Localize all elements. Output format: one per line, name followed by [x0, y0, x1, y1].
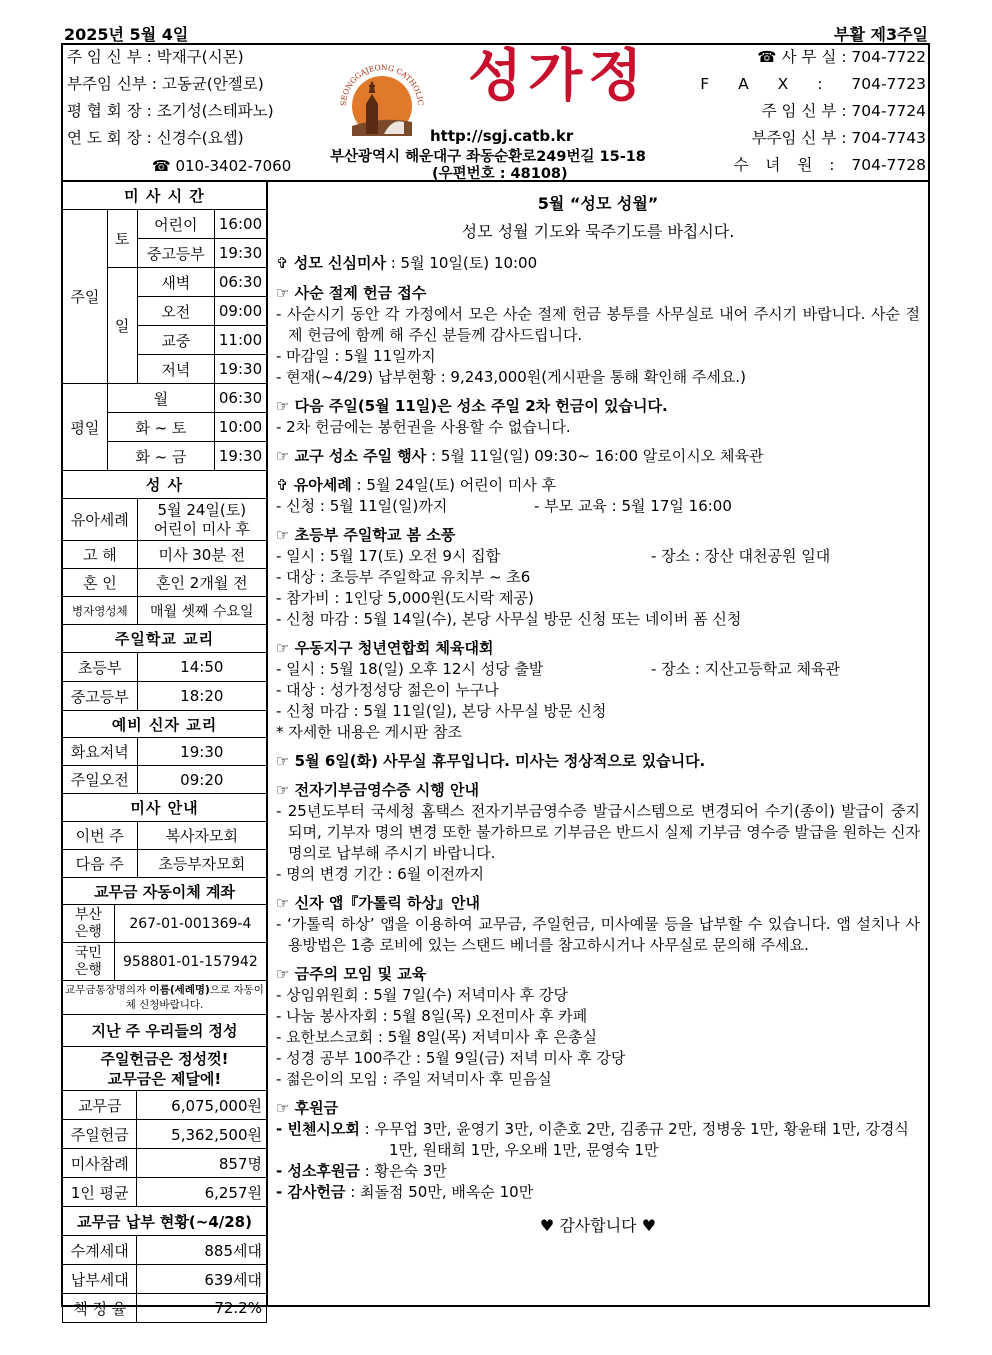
mass-row: 화 ~ 금 19:30	[63, 442, 267, 471]
mass-row: 오전 09:00	[63, 297, 267, 326]
main-title: 5월 “성모 성월”	[537, 194, 659, 213]
notice-vocation-event: ☞ 교구 성소 주일 행사 : 5월 11일(일) 09:30~ 16:00 알로이시오 체육관	[276, 447, 764, 465]
website-url[interactable]: http://sgj.catb.kr	[430, 127, 574, 145]
mass-guide-title: 미사 안내	[63, 794, 267, 822]
sunday-school-table	[62, 624, 267, 878]
notice-youth-sports: ☞ 우동지구 청년연합회 체육대회 - 일시 : 5월 18(일) 오후 12시 성당 출발 - 장소 : 지산고등학교 체육관 - 대상 : 성가정성당 젊은이 누구나 - 신청 마감 : 5월 11일(일), 본당 사무실 방문 신청 * 자세한 내용은 게시판 참조	[276, 639, 840, 741]
catechumen-title-row	[63, 711, 267, 738]
dues-row: 책 정 율 72.2%	[63, 1294, 267, 1323]
mass-title-row	[63, 182, 267, 210]
account-row: 국민 은행 958801-01-157942	[63, 943, 267, 981]
notice-app: ☞ 신자 앱『가톨릭 하상』안내 - ‘가톨릭 하상’ 앱을 이용하여 교무금, 주일헌금, 미사예물 등을 납부할 수 있습니다. 앱 설치나 사용방법은 1층 로비에 있는 스탠드 베너를 참고하시거나 사무실로 문의해 주세요.	[276, 894, 920, 954]
account-title-row	[63, 878, 267, 905]
offering-row: 주일헌금 5,362,500원	[63, 1120, 267, 1149]
header-right	[700, 44, 926, 179]
church-address: 부산광역시 해운대구 좌동순환로249번길 15-18	[330, 149, 646, 165]
account-note-row	[63, 981, 267, 1015]
notice-donations: ☞ 후원금 - 빈첸시오회 : 우무업 3만, 윤영기 3만, 이춘호 2만, 김종규 2만, 정병웅 1만, 황윤태 1만, 강경식 1만, 원태희 1만, 우오배 1만, 문영숙 1만 - 성소후원금 : 황은숙 3만 - 감사헌금 : 최돌점 50만, 배옥순 10만	[276, 1099, 909, 1201]
thanks-message: ♥ 감사합니다 ♥	[539, 1216, 657, 1235]
mass-guide-title-row	[63, 794, 267, 822]
sunday-school-row: 중고등부 18:20	[63, 682, 267, 711]
column-divider	[266, 181, 268, 1306]
mass-row: 저녁 19:30	[63, 355, 267, 384]
sacrament-row: 혼 인 혼인 2개월 전	[63, 569, 267, 597]
header-right-row-2: F A X : 704-7723	[700, 75, 926, 93]
header-right-row-5: 수 녀 원 : 704-7728	[733, 156, 926, 174]
offering-row: 미사참례 857명	[63, 1149, 267, 1178]
church-logo	[332, 52, 432, 152]
notice-lent-offering: ☞ 사순 절제 헌금 접수 - 사순시기 동안 각 가정에서 모은 사순 절제 헌금 봉투를 사무실로 내어 주시기 바랍니다. 사순 절제 헌금에 함께 해 주신 분들께 감사드립니다. - 마감일 : 5월 11일까지 - 현재(~4/29) 납부현황 : 9,243,000원(게시판을 통해 확인해 주세요.)	[276, 284, 920, 386]
offering-slogan: 주일헌금은 정성껏! 교무금은 제달에!	[63, 1047, 267, 1091]
header-left-row-3: 평 협 회 장 : 조기성(스테파노)	[67, 102, 274, 120]
mass-row: 중고등부 19:30	[63, 239, 267, 268]
sacrament-row: 유아세례 5월 24일(토) 어린이 미사 후	[63, 499, 267, 541]
offering-row: 1인 평균 6,257원	[63, 1178, 267, 1207]
sunday-label: 주일	[63, 210, 108, 384]
account-note: 교무금통장명의자 이름(세례명)으로 자동이체 신청바랍니다.	[63, 981, 267, 1015]
church-logo-icon	[332, 52, 432, 152]
dues-row: 수계세대 885세대	[63, 1236, 267, 1265]
sacrament-row: 병자영성체 매월 셋째 수요일	[63, 597, 267, 625]
catechumen-title: 예비 신자 교리	[63, 711, 267, 738]
mass-times-title: 미 사 시 간	[63, 182, 267, 210]
sacrament-row: 고 해 미사 30분 전	[63, 541, 267, 569]
dues-title-row	[63, 1207, 267, 1236]
notice-office-closed: ☞ 5월 6일(화) 사무실 휴무입니다. 미사는 정상적으로 있습니다.	[276, 752, 706, 770]
header-left-row-1: 주 임 신 부 : 박재구(시몬)	[67, 48, 244, 66]
notice-marian-mass: ✞ 성모 신심미사 : 5월 10일(토) 10:00	[276, 254, 538, 272]
header-left-phone: ☎ 010-3402-7060	[152, 157, 292, 175]
notice-second-collection: ☞ 다음 주일(5월 11일)은 성소 주일 2차 헌금이 있습니다. - 2차 헌금에는 봉헌권을 사용할 수 없습니다.	[276, 397, 668, 436]
catechumen-row: 화요저녁 19:30	[63, 738, 267, 766]
mass-row: 화 ~ 토 10:00	[63, 413, 267, 442]
notice-meetings: ☞ 금주의 모임 및 교육 - 상임위원회 : 5월 7일(수) 저녁미사 후 강당 - 나눔 봉사자회 : 5월 8일(목) 오전미사 후 카페 - 요한보스코회 : 5월 8일(목) 저녁미사 후 은총실 - 성경 공부 100주간 : 5월 9일(금) 저녁 미사 후 강당 - 젊은이의 모임 : 주일 저녁미사 후 믿음실	[276, 965, 626, 1088]
weekday-label: 평일	[63, 384, 108, 471]
offering-slogan-row	[63, 1047, 267, 1091]
saturday-label: 토	[107, 210, 137, 268]
main-content	[276, 193, 920, 1236]
sunday-day-label: 일	[107, 268, 137, 384]
offering-row: 교무금 6,075,000원	[63, 1091, 267, 1120]
offering-title-row	[63, 1015, 267, 1047]
offering-title: 지난 주 우리들의 정성	[63, 1015, 267, 1047]
liturgical-week: 부활 제3주일	[834, 25, 928, 44]
header-left-row-4: 연 도 회 장 : 신경수(요셉)	[67, 129, 244, 147]
main-subtitle: 성모 성월 기도와 묵주기도를 바칩시다.	[461, 222, 735, 241]
mass-guide-row: 다음 주 초등부자모회	[63, 850, 267, 878]
header-right-row-3: 주 임 신 부 : 704-7724	[761, 102, 926, 120]
sunday-school-title: 주일학교 교리	[63, 625, 267, 653]
header-right-row-1: ☎ 사 무 실 : 704-7722	[757, 48, 926, 66]
notice-infant-baptism: ✞ 유아세례 : 5월 24일(토) 어린이 미사 후 - 신청 : 5월 11일(일)까지 - 부모 교육 : 5월 17일 16:00	[276, 476, 732, 515]
sacrament-title: 성 사	[63, 471, 267, 499]
header-right-row-4: 부주임 신 부 : 704-7743	[751, 129, 926, 147]
dues-row: 납부세대 639세대	[63, 1265, 267, 1294]
offering-table	[62, 1014, 267, 1323]
postal-code: (우편번호 : 48108)	[432, 166, 568, 182]
bulletin-date: 2025년 5월 4일	[64, 25, 189, 44]
account-title: 교무금 자동이체 계좌	[63, 878, 267, 905]
sunday-school-title-row	[63, 625, 267, 653]
sacrament-table	[62, 470, 267, 625]
sidebar	[62, 181, 267, 1323]
mass-guide-row: 이번 주 복사자모회	[63, 822, 267, 850]
header-left-row-2: 부주임 신부 : 고동균(안젤로)	[67, 75, 264, 93]
notice-e-receipt: ☞ 전자기부금영수증 시행 안내 - 25년도부터 국세청 홈택스 전자기부금영수증 발급시스템으로 변경되어 수기(종이) 발급이 중지되며, 기부자 명의 변경 또한 불가하므로 기부금은 반드시 실제 기부금 영수증 발급을 원하는 신자 명의로 납부해 주시기 바랍니다. - 명의 변경 기간 : 6월 이전까지	[276, 781, 920, 883]
sacrament-title-row	[63, 471, 267, 499]
notice-picnic: ☞ 초등부 주일학교 봄 소풍 - 일시 : 5월 17(토) 오전 9시 집합 - 장소 : 장산 대천공원 일대 - 대상 : 초등부 주일학교 유치부 ~ 초6 - 참가비 : 1인당 5,000원(도시락 제공) - 신청 마감 : 5월 14일(수), 본당 사무실 방문 신청 또는 네이버 폼 신청	[276, 526, 831, 628]
catechumen-row: 주일오전 09:20	[63, 766, 267, 794]
mass-row: 주일 토 어린이 16:00	[63, 210, 267, 239]
mass-row: 일 새벽 06:30	[63, 268, 267, 297]
sunday-school-row: 초등부 14:50	[63, 653, 267, 682]
bulletin-title: 성가정	[468, 44, 649, 109]
logo-text: SEONGGAJEONG CATHOLIC	[338, 62, 426, 107]
dues-title: 교무금 납부 현황(~4/28)	[63, 1207, 267, 1236]
header-left	[67, 44, 274, 152]
mass-row: 평일 월 06:30	[63, 384, 267, 413]
mass-row: 교중 11:00	[63, 326, 267, 355]
account-table	[62, 877, 267, 1015]
account-row: 부산 은행 267-01-001369-4	[63, 905, 267, 943]
sidebar-table	[62, 181, 267, 471]
